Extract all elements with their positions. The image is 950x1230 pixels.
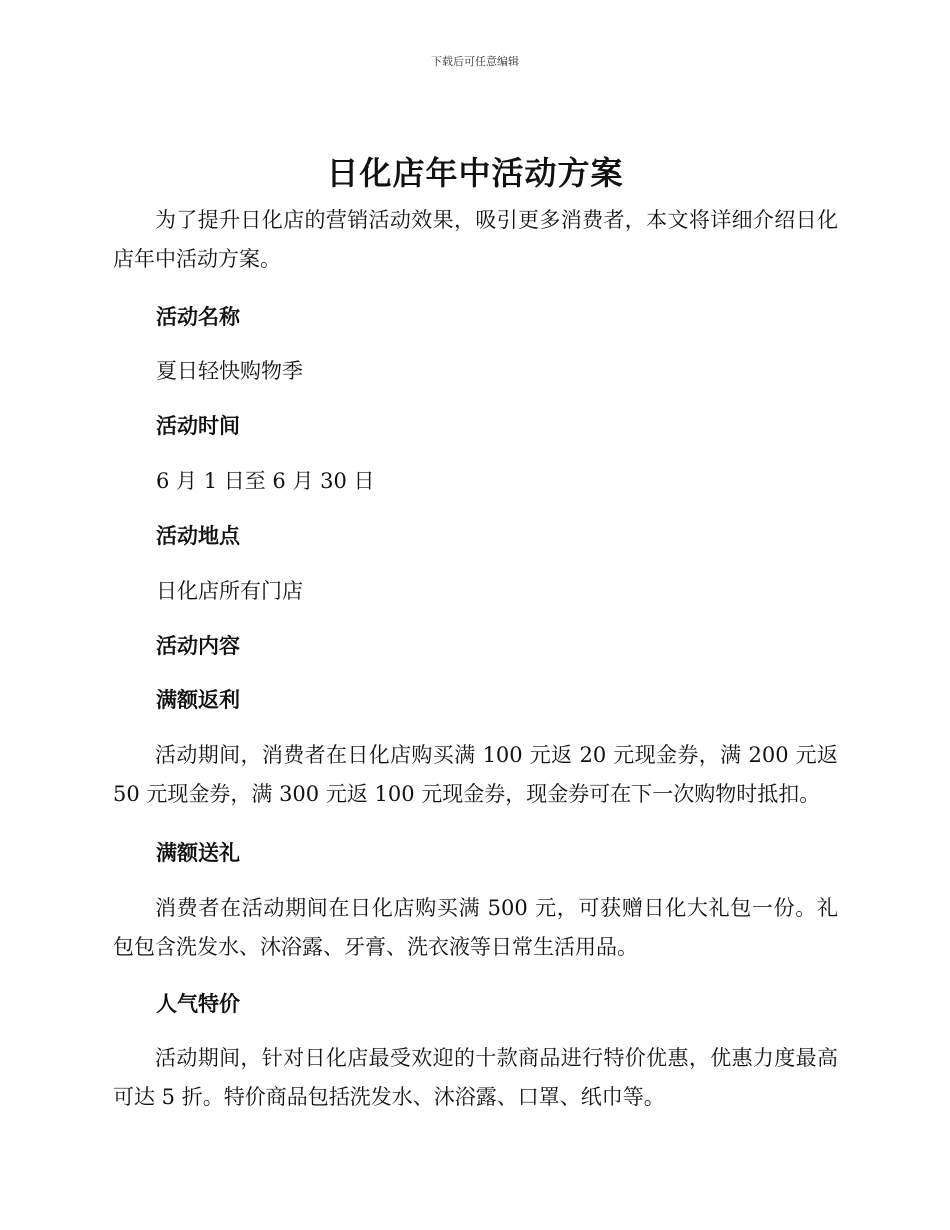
section-heading-time: 活动时间 [156,414,240,438]
section-heading-content: 活动内容 [156,634,240,658]
document-title: 日化店年中活动方案 [326,154,624,192]
section-heading-special: 人气特价 [156,992,240,1016]
header-note: 下载后可任意编辑 [431,55,519,68]
gift-paragraph: 消费者在活动期间在日化店购买满 500 元，可获赠日化大礼包一份。礼包包含洗发水、沐浴露、牙膏、洗衣液等日常生活用品。 [113,896,838,959]
activity-time-value: 6 月 1 日至 6 月 30 日 [156,469,375,493]
section-heading-name: 活动名称 [156,305,240,329]
activity-place-value: 日化店所有门店 [156,579,303,603]
section-heading-rebate: 满额返利 [156,688,240,712]
rebate-paragraph: 活动期间，消费者在日化店购买满 100 元返 20 元现金券，满 200 元返 50 元现金券，满 300 元返 100 元现金券，现金券可在下一次购物时抵扣。 [113,743,838,806]
section-heading-place: 活动地点 [156,524,240,548]
special-paragraph: 活动期间，针对日化店最受欢迎的十款商品进行特价优惠，优惠力度最高可达 5 折。特价商品包括洗发水、沐浴露、口罩、纸巾等。 [113,1046,838,1109]
section-heading-gift: 满额送礼 [156,841,240,865]
intro-paragraph: 为了提升日化店的营销活动效果，吸引更多消费者，本文将详细介绍日化店年中活动方案。 [113,208,838,271]
activity-name-value: 夏日轻快购物季 [156,359,303,383]
